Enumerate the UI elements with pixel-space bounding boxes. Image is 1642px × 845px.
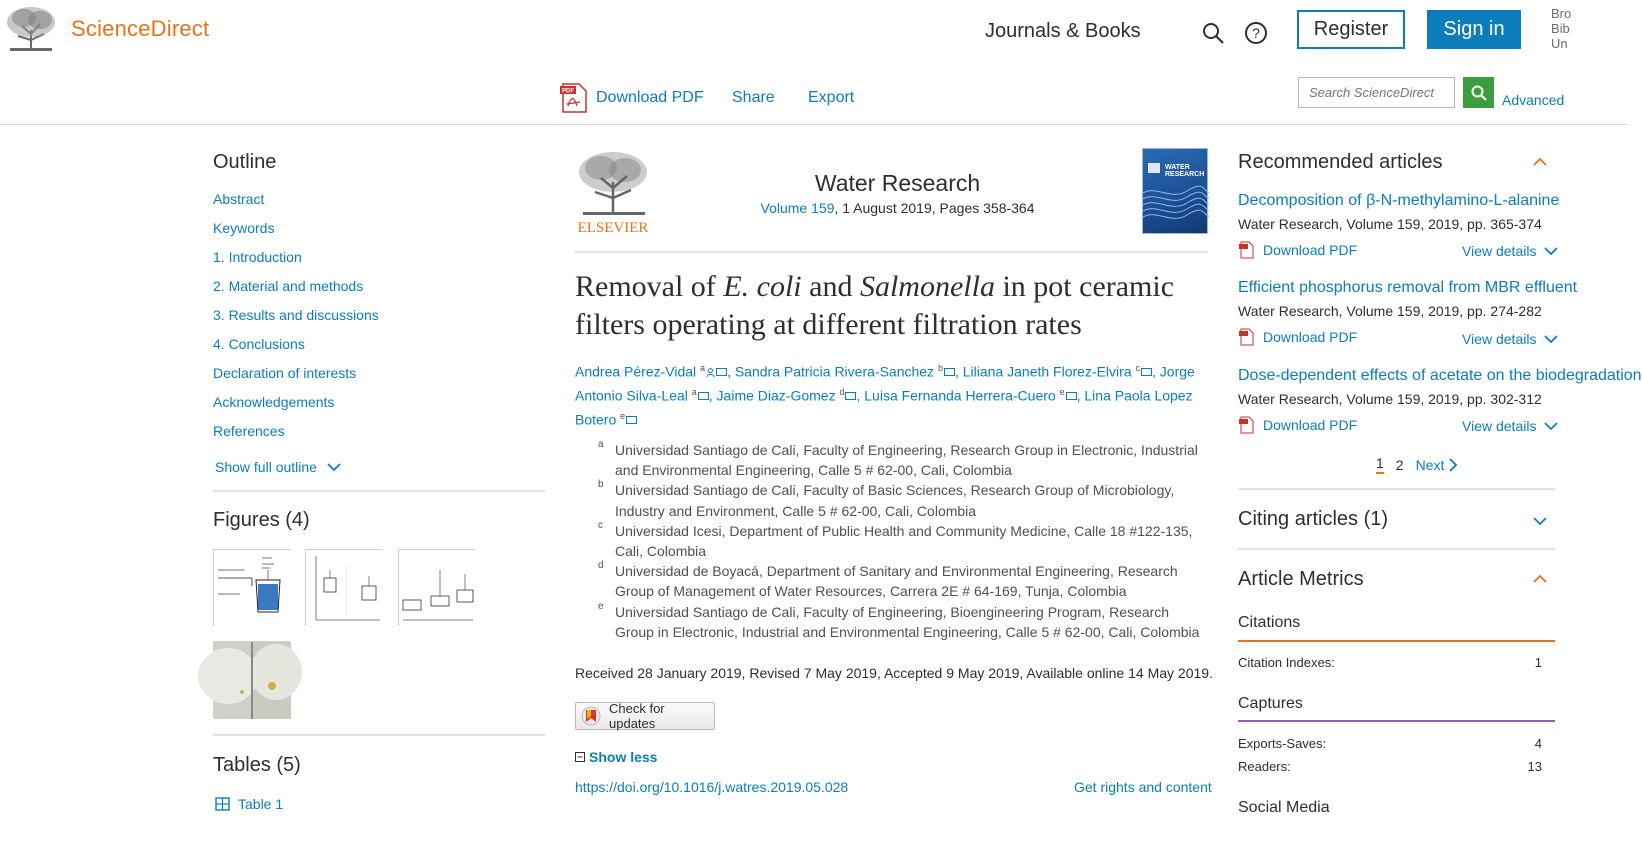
outline-item[interactable]: References <box>213 423 285 439</box>
recommended-article-title[interactable]: Decomposition of β-N-methylamino-L-alanine <box>1238 192 1560 209</box>
pdf-icon[interactable] <box>559 82 589 114</box>
divider <box>1238 488 1555 490</box>
download-pdf-label: Download PDF <box>1263 242 1358 258</box>
author-affiliation-marker: d <box>839 387 845 398</box>
author-affiliation-marker: a <box>691 387 697 398</box>
outline-item[interactable]: 4. Conclusions <box>213 336 305 352</box>
view-details-label: View details <box>1462 418 1537 434</box>
pdf-icon <box>1238 416 1255 434</box>
chevron-down-icon <box>1542 245 1560 257</box>
view-details-label: View details <box>1462 331 1537 347</box>
author-link[interactable]: Jaime Diaz-Gomez <box>716 387 836 404</box>
svg-text:RESEARCH: RESEARCH <box>1165 171 1205 178</box>
figure-thumbnail-1[interactable] <box>213 549 290 626</box>
social-media-category: Social Media <box>1238 799 1330 816</box>
author-link[interactable]: Jorge Antonio Silva-Leal <box>575 363 1195 404</box>
email-icon[interactable] <box>698 392 709 400</box>
table-link[interactable] <box>215 796 283 812</box>
author-link[interactable]: Sandra Patricia Rivera-Sanchez <box>734 363 935 380</box>
download-pdf-label: Download PDF <box>1263 329 1358 345</box>
chevron-up-icon[interactable] <box>1531 573 1549 585</box>
check-for-updates-label: Check for updates <box>609 701 665 731</box>
check-for-updates-button[interactable] <box>575 702 715 730</box>
article-metrics-title[interactable]: Article Metrics <box>1238 568 1364 590</box>
chevron-down-icon <box>1542 420 1560 432</box>
outline-item[interactable]: Abstract <box>213 191 265 207</box>
download-pdf-link[interactable]: Download PDF <box>596 89 704 106</box>
email-icon[interactable] <box>944 368 955 376</box>
next-page-label: Next <box>1415 456 1445 473</box>
elsevier-wordmark: ELSEVIER <box>577 220 649 236</box>
elsevier-logo[interactable] <box>575 148 652 238</box>
author-link[interactable]: Liliana Janeth Florez-Elvira <box>962 363 1132 380</box>
divider <box>1238 548 1555 550</box>
affiliation-item: c Universidad Icesi, Department of Public Health and Community Medicine, Calle 18 #122-135, Cali, Colombia <box>598 519 1193 560</box>
citing-articles-title[interactable]: Citing articles (1) <box>1238 508 1389 530</box>
figure-thumbnail-4[interactable] <box>213 641 290 718</box>
email-icon[interactable] <box>1141 368 1152 376</box>
author-affiliation-marker: e <box>1059 387 1065 398</box>
share-link[interactable]: Share <box>732 89 775 106</box>
rights-content-link[interactable]: Get rights and content <box>1074 779 1212 795</box>
citations-bar <box>1238 640 1555 642</box>
outline-item[interactable]: Acknowledgements <box>213 394 335 410</box>
search-icon <box>1470 84 1488 102</box>
crossmark-icon <box>581 706 601 726</box>
show-full-outline-label: Show full outline <box>215 459 317 475</box>
figure-thumbnail-2[interactable] <box>305 549 382 626</box>
outline-item[interactable]: Keywords <box>213 220 275 236</box>
sign-in-button[interactable]: Sign in <box>1427 10 1521 49</box>
page-1-button[interactable]: 1 <box>1376 455 1384 474</box>
divider <box>575 251 1208 253</box>
email-icon[interactable] <box>845 392 856 400</box>
table-link-label: Table 1 <box>238 796 284 812</box>
page-2-button[interactable]: 2 <box>1395 456 1404 473</box>
collapse-icon <box>575 752 585 762</box>
outline-item[interactable]: 1. Introduction <box>213 249 302 265</box>
divider <box>213 734 545 736</box>
affiliation-item: e Universidad Santiago de Cali, Faculty of Engineering, Bioengineering Program, Research Group in Electronic, Industrial and Environmental Engineering, Calle 5 # 62-00, Cali, Colombia <box>598 600 1200 640</box>
author-link[interactable]: Andrea Pérez-Vidal <box>575 363 697 380</box>
next-page-button[interactable] <box>1416 457 1459 473</box>
svg-text:?: ? <box>1252 25 1260 41</box>
recommended-download-pdf[interactable] <box>1238 328 1357 346</box>
pdf-icon <box>1238 241 1255 259</box>
citations-category: Citations <box>1238 614 1301 631</box>
affiliation-item: b Universidad Santiago de Cali, Faculty of Basic Sciences, Research Group of Microbiology, Industry and Environment, Calle 5 # 62-00, Cali, Colombia <box>598 479 1175 519</box>
svg-text:WATER: WATER <box>1165 164 1190 171</box>
figure-4-image <box>214 642 291 719</box>
author-list: Andrea Pérez-Vidal $^a$ , Sandra Patricia Rivera-Sanchez $^b$ , Liliana Janeth Florez-Elvira $^c$ , Jorge Antonio Silva-Leal $^a$ , Jaime Diaz-Gomez $^d$ , Luisa Fernanda Herrera-Cuero $^e$ , Lina Paola Lopez Botero $^e$ <box>575 363 1195 428</box>
recommended-article-title[interactable]: Efficient phosphorus removal from MBR effluent <box>1238 279 1578 296</box>
issue-details: , 1 August 2019, Pages 358-364 <box>834 200 1035 216</box>
metric-row: Exports-Saves: 4 <box>1238 736 1542 751</box>
view-details-button[interactable] <box>1462 418 1560 434</box>
sciencedirect-brand[interactable]: ScienceDirect <box>71 16 210 41</box>
pdf-icon <box>1238 328 1255 346</box>
recommended-article-source: Water Research, Volume 159, 2019, pp. 302-312 <box>1238 391 1542 407</box>
journal-issue-info <box>735 200 1060 216</box>
author-affiliation-marker: a <box>700 363 706 373</box>
figure-2-image <box>306 550 383 627</box>
journal-title[interactable]: Water Research <box>814 170 981 196</box>
author-affiliation-marker: e <box>620 411 626 422</box>
metric-row: Citation Indexes: 1 <box>1238 655 1542 670</box>
author-affiliation-marker: c <box>1135 363 1140 373</box>
journal-cover-art <box>1143 149 1209 235</box>
search-input[interactable] <box>1298 77 1455 108</box>
recommended-download-pdf[interactable] <box>1238 241 1357 259</box>
search-submit-button[interactable] <box>1463 77 1494 108</box>
chevron-up-icon[interactable] <box>1531 156 1549 168</box>
view-details-label: View details <box>1462 243 1537 259</box>
chevron-down-icon <box>1542 333 1560 345</box>
chevron-right-icon <box>1448 457 1458 473</box>
journals-books-link[interactable]: Journals & Books <box>985 20 1141 42</box>
table-icon <box>215 797 230 811</box>
author-affiliation-marker: b <box>937 363 943 373</box>
article-title: Removal of E. coli and Salmonella in pot ceramic filters operating at different filtration rates <box>575 270 1175 341</box>
metric-row: Readers: 13 <box>1238 759 1542 774</box>
captures-category: Captures <box>1238 695 1303 712</box>
outline-title: Outline <box>213 151 277 173</box>
recommended-pagination <box>1376 455 1458 474</box>
email-icon[interactable] <box>626 416 637 424</box>
chevron-down-icon <box>325 461 343 473</box>
export-link[interactable]: Export <box>808 89 855 106</box>
recommended-article-source: Water Research, Volume 159, 2019, pp. 365-374 <box>1238 216 1542 232</box>
recommended-article-title[interactable]: Dose-dependent effects of acetate on the biodegradation <box>1238 367 1642 384</box>
site-header <box>0 0 1627 125</box>
corresponding-author-icon <box>706 368 715 377</box>
affiliation-item: a Universidad Santiago de Cali, Faculty of Engineering, Research Group in Electronic, Industrial and Environmental Engineering, Calle 5 # 62-00, Cali, Colombia <box>598 439 1198 479</box>
outline-item[interactable]: 3. Results and discussions <box>213 307 379 323</box>
email-icon[interactable] <box>1066 392 1077 400</box>
email-icon[interactable] <box>716 368 727 376</box>
outline-item[interactable]: Declaration of interests <box>213 365 357 381</box>
help-icon[interactable] <box>1243 20 1269 46</box>
captures-bar <box>1238 720 1555 722</box>
figure-thumbnail-3[interactable] <box>398 549 475 626</box>
journal-cover[interactable] <box>1142 148 1208 234</box>
show-less-button[interactable] <box>575 749 657 765</box>
figures-title: Figures (4) <box>213 509 310 531</box>
recommended-articles-title[interactable]: Recommended articles <box>1238 151 1443 173</box>
download-pdf-label: Download PDF <box>1263 417 1358 433</box>
volume-link[interactable]: Volume 159 <box>760 200 835 216</box>
advanced-search-link[interactable]: Advanced <box>1502 92 1565 108</box>
figure-1-image <box>214 550 291 627</box>
show-less-label: Show less <box>589 749 658 765</box>
svg-text:PDF: PDF <box>562 88 574 95</box>
elsevier-tree-logo[interactable] <box>4 4 58 54</box>
institution-access-text[interactable]: Bro Bib Un <box>1551 6 1572 51</box>
view-details-button[interactable] <box>1462 243 1560 259</box>
author-link[interactable]: Luisa Fernanda Herrera-Cuero <box>864 387 1056 404</box>
outline-list <box>213 191 379 452</box>
view-details-button[interactable] <box>1462 331 1560 347</box>
tables-title: Tables (5) <box>213 754 301 776</box>
outline-item[interactable]: 2. Material and methods <box>213 278 364 294</box>
affiliation-item: d Universidad de Boyacá, Department of Sanitary and Environmental Engineering, Research Group of Management of Water Resources, Carrera 2E # 64-169, Tunja, Colombia <box>598 560 1178 600</box>
affiliation-list <box>598 440 1210 642</box>
recommended-article-source: Water Research, Volume 159, 2019, pp. 274-282 <box>1238 303 1542 319</box>
search-icon[interactable] <box>1200 20 1226 46</box>
recommended-download-pdf[interactable] <box>1238 416 1357 434</box>
figure-3-image <box>399 550 476 627</box>
doi-link[interactable]: https://doi.org/10.1016/j.watres.2019.05.028 <box>575 779 849 795</box>
register-button[interactable]: Register <box>1297 10 1405 49</box>
article-dates: Received 28 January 2019, Revised 7 May 2019, Accepted 9 May 2019, Available online 14 May 2019. <box>575 665 1213 681</box>
author-link[interactable]: Lina Paola Lopez Botero <box>575 387 1193 428</box>
show-full-outline-button[interactable] <box>215 459 343 475</box>
chevron-down-icon[interactable] <box>1531 515 1549 527</box>
divider <box>213 490 545 492</box>
